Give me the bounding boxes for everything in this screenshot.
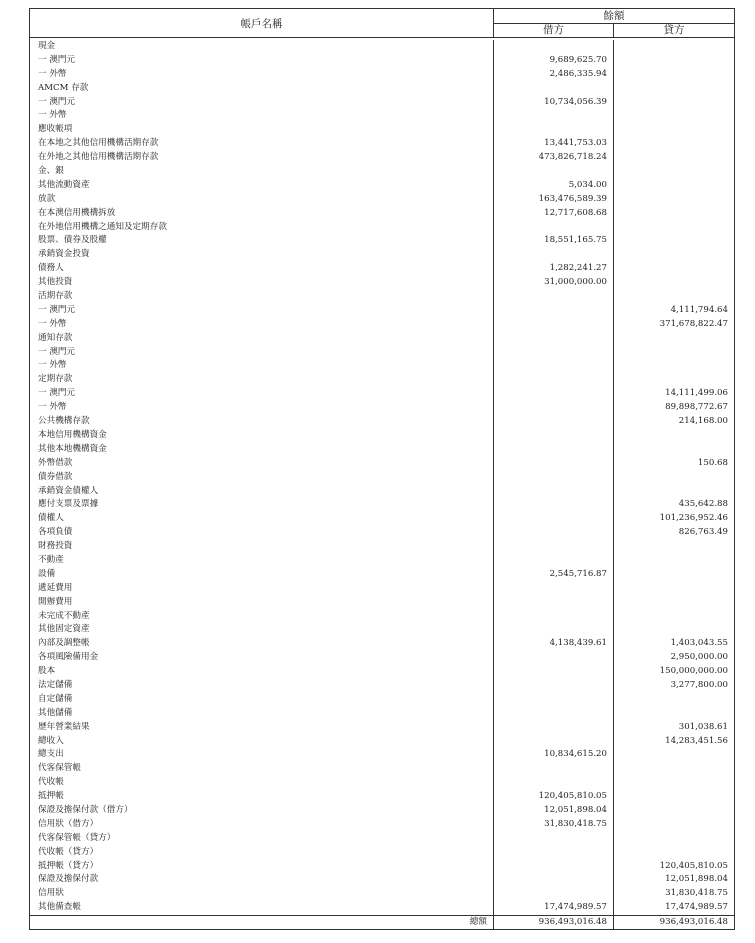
- table-row: [30, 832, 734, 846]
- credit-cell: [614, 804, 734, 818]
- credit-cell: [614, 554, 734, 568]
- account-name-cell: 活期存款: [30, 290, 494, 304]
- table-row: [30, 707, 734, 721]
- credit-cell: 214,168.00: [678, 416, 728, 427]
- debit-cell: [494, 887, 614, 901]
- debit-cell: [494, 846, 614, 860]
- table-row: [30, 221, 734, 235]
- table-row: [30, 109, 734, 123]
- debit-cell: [494, 304, 614, 318]
- credit-cell: [614, 290, 734, 304]
- table-row: [30, 623, 734, 637]
- table-row: [30, 304, 734, 318]
- credit-cell: 2,950,000.00: [670, 652, 728, 663]
- credit-cell: [614, 332, 734, 346]
- debit-cell: [494, 401, 614, 415]
- credit-cell: 14,283,451.56: [665, 735, 728, 746]
- account-name-cell: 一 外幣: [30, 68, 494, 82]
- table-row: [30, 887, 734, 901]
- table-row: [30, 415, 734, 429]
- table-row: [30, 860, 734, 874]
- table-row: [30, 68, 734, 82]
- account-name-cell: 在本地之其他信用機構活期存款: [30, 137, 494, 151]
- debit-cell: 18,551,165.75: [494, 234, 614, 248]
- debit-cell: [494, 443, 614, 457]
- credit-cell: [614, 137, 734, 151]
- credit-cell: 1,403,043.55: [670, 638, 728, 649]
- table-row: [30, 179, 734, 193]
- table-row: [30, 693, 734, 707]
- debit-cell: [494, 860, 614, 874]
- account-name-cell: 一 外幣: [30, 109, 494, 123]
- account-name-cell: 股本: [30, 665, 494, 679]
- table-row: [30, 554, 734, 568]
- table-row: [30, 38, 734, 54]
- credit-cell: [614, 109, 734, 123]
- account-name-cell: 歷年營業結果: [30, 721, 494, 735]
- table-row: [30, 582, 734, 596]
- table-row: [30, 262, 734, 276]
- credit-cell: [614, 373, 734, 387]
- debit-cell: 17,474,989.57: [494, 901, 614, 915]
- debit-cell: [494, 873, 614, 887]
- account-name-cell: 定期存款: [30, 373, 494, 387]
- table-row: [30, 568, 734, 582]
- account-name-cell: 內部及調整帳: [30, 637, 494, 651]
- debit-cell: [494, 665, 614, 679]
- table-row: [30, 846, 734, 860]
- account-name-cell: 其他固定資產: [30, 623, 494, 637]
- debit-cell: [494, 540, 614, 554]
- credit-cell: 150.68: [697, 457, 728, 468]
- credit-cell: 301,038.61: [678, 721, 728, 732]
- account-name-cell: 代客保管帳: [30, 762, 494, 776]
- table-row: [30, 373, 734, 387]
- debit-cell: [494, 123, 614, 137]
- debit-cell: 1,282,241.27: [494, 262, 614, 276]
- account-name-cell: 其他備查帳: [30, 901, 494, 915]
- table-row: [30, 526, 734, 540]
- account-name-cell: 總支出: [30, 748, 494, 762]
- credit-cell: [614, 596, 734, 610]
- debit-cell: 31,000,000.00: [494, 276, 614, 290]
- account-name-cell: 信用狀: [30, 887, 494, 901]
- credit-cell: [614, 790, 734, 804]
- credit-cell: 89,898,772.67: [665, 402, 728, 413]
- account-name-cell: 代收帳: [30, 776, 494, 790]
- debit-cell: [494, 512, 614, 526]
- account-name-header: 帳戶名稱: [30, 9, 494, 37]
- table-row: [30, 165, 734, 179]
- debit-cell: [494, 651, 614, 665]
- debit-cell: [494, 359, 614, 373]
- account-name-cell: 一 澳門元: [30, 304, 494, 318]
- table-row: [30, 721, 734, 735]
- table-row: [30, 234, 734, 248]
- table-row: [30, 610, 734, 624]
- table-row: [30, 193, 734, 207]
- table-row: [30, 748, 734, 762]
- trial-balance-table: [29, 8, 735, 930]
- debit-cell: 10,734,056.39: [494, 96, 614, 110]
- account-name-cell: 開辦費用: [30, 596, 494, 610]
- debit-cell: [494, 554, 614, 568]
- table-header: [30, 9, 734, 38]
- debit-cell: 9,689,625.70: [494, 54, 614, 68]
- table-row: [30, 54, 734, 68]
- debit-cell: [494, 415, 614, 429]
- credit-cell: [614, 276, 734, 290]
- table-row: [30, 443, 734, 457]
- debit-cell: 31,830,418.75: [494, 818, 614, 832]
- credit-cell: [614, 762, 734, 776]
- debit-cell: [494, 832, 614, 846]
- table-row: [30, 123, 734, 137]
- account-name-cell: 承銷資金債權人: [30, 485, 494, 499]
- account-name-cell: 放款: [30, 193, 494, 207]
- credit-cell: [614, 582, 734, 596]
- table-row: [30, 637, 734, 651]
- table-row: [30, 498, 734, 512]
- total-debit: 936,493,016.48: [494, 916, 614, 929]
- table-row: [30, 596, 734, 610]
- credit-cell: [614, 540, 734, 554]
- debit-cell: 2,486,335.94: [494, 68, 614, 82]
- account-name-cell: 在外地信用機構之通知及定期存款: [30, 221, 494, 235]
- credit-cell: [614, 346, 734, 360]
- debit-cell: [494, 318, 614, 332]
- account-name-cell: 遞延費用: [30, 582, 494, 596]
- table-row: [30, 96, 734, 110]
- table-row: [30, 818, 734, 832]
- debit-cell: 10,834,615.20: [494, 748, 614, 762]
- debit-cell: [494, 248, 614, 262]
- account-name-cell: 信用狀（借方）: [30, 818, 494, 832]
- credit-cell: [614, 82, 734, 96]
- credit-cell: 435,642.88: [678, 499, 728, 510]
- account-name-cell: 總收入: [30, 735, 494, 749]
- table-row: [30, 457, 734, 471]
- debit-cell: [494, 679, 614, 693]
- account-name-cell: 一 澳門元: [30, 346, 494, 360]
- credit-header: 貸方: [663, 24, 685, 36]
- account-name-cell: 外幣借款: [30, 457, 494, 471]
- account-name-cell: 法定儲備: [30, 679, 494, 693]
- account-name-cell: 現金: [30, 40, 494, 54]
- credit-cell: [614, 748, 734, 762]
- debit-cell: 163,476,589.39: [494, 193, 614, 207]
- table-row: [30, 82, 734, 96]
- account-name-cell: 其他儲備: [30, 707, 494, 721]
- table-row: [30, 651, 734, 665]
- table-row: [30, 804, 734, 818]
- account-name-cell: 公共機構存款: [30, 415, 494, 429]
- debit-cell: [494, 498, 614, 512]
- credit-cell: [614, 359, 734, 373]
- table-row: [30, 665, 734, 679]
- credit-cell: [614, 96, 734, 110]
- debit-cell: [494, 735, 614, 749]
- table-row: [30, 332, 734, 346]
- account-name-cell: 設備: [30, 568, 494, 582]
- credit-cell: 826,763.49: [678, 527, 728, 538]
- table-row: [30, 401, 734, 415]
- account-name-cell: 代收帳（貸方）: [30, 846, 494, 860]
- credit-cell: 120,405,810.05: [659, 860, 728, 871]
- credit-cell: 101,236,952.46: [659, 513, 728, 524]
- debit-cell: [494, 373, 614, 387]
- account-name-cell: 保證及擔保付款: [30, 873, 494, 887]
- table-row: [30, 873, 734, 887]
- account-name-cell: 各項負債: [30, 526, 494, 540]
- credit-cell: [614, 165, 734, 179]
- total-credit: 936,493,016.48: [659, 917, 728, 928]
- credit-cell: [614, 568, 734, 582]
- credit-cell: [614, 623, 734, 637]
- debit-cell: [494, 82, 614, 96]
- table-row: [30, 387, 734, 401]
- debit-cell: [494, 332, 614, 346]
- account-name-cell: 在外地之其他信用機構活期存款: [30, 151, 494, 165]
- credit-cell: [614, 193, 734, 207]
- account-name-cell: 通知存款: [30, 332, 494, 346]
- credit-cell: 17,474,989.57: [665, 902, 728, 913]
- account-name-cell: 不動產: [30, 554, 494, 568]
- credit-cell: [614, 151, 734, 165]
- account-name-cell: 一 外幣: [30, 318, 494, 332]
- table-row: [30, 276, 734, 290]
- account-name-cell: 未完成不動產: [30, 610, 494, 624]
- debit-cell: [494, 471, 614, 485]
- table-row: [30, 735, 734, 749]
- debit-cell: [494, 387, 614, 401]
- table-row: [30, 790, 734, 804]
- credit-cell: [614, 818, 734, 832]
- credit-cell: [614, 207, 734, 221]
- credit-cell: [614, 234, 734, 248]
- account-name-cell: 抵押帳: [30, 790, 494, 804]
- table-row: [30, 485, 734, 499]
- debit-cell: 473,826,718.24: [494, 151, 614, 165]
- credit-cell: [614, 40, 734, 54]
- credit-cell: 3,277,800.00: [670, 679, 728, 690]
- debit-cell: 12,717,608.68: [494, 207, 614, 221]
- account-name-cell: 其他投資: [30, 276, 494, 290]
- credit-cell: 371,678,822.47: [659, 318, 728, 329]
- debit-cell: [494, 429, 614, 443]
- credit-cell: [614, 248, 734, 262]
- credit-cell: [614, 221, 734, 235]
- credit-cell: [614, 54, 734, 68]
- table-row: [30, 248, 734, 262]
- account-name-cell: 股票、債券及股權: [30, 234, 494, 248]
- debit-cell: [494, 290, 614, 304]
- credit-cell: 4,111,794.64: [670, 304, 728, 315]
- credit-cell: [614, 429, 734, 443]
- account-name-cell: 一 外幣: [30, 401, 494, 415]
- credit-cell: [614, 832, 734, 846]
- table-row: [30, 512, 734, 526]
- debit-cell: [494, 109, 614, 123]
- credit-cell: [614, 846, 734, 860]
- account-name-cell: 其他本地機構資金: [30, 443, 494, 457]
- account-name-cell: 自定儲備: [30, 693, 494, 707]
- credit-cell: [614, 485, 734, 499]
- credit-cell: 12,051,898.04: [665, 874, 728, 885]
- total-row: [30, 915, 734, 929]
- table-body: [30, 38, 734, 915]
- debit-cell: [494, 596, 614, 610]
- debit-cell: [494, 526, 614, 540]
- account-name-cell: 各項風險備用金: [30, 651, 494, 665]
- account-name-cell: 債權人: [30, 512, 494, 526]
- account-name-cell: 保證及擔保付款（借方）: [30, 804, 494, 818]
- credit-cell: [614, 776, 734, 790]
- debit-cell: [494, 623, 614, 637]
- credit-cell: [614, 707, 734, 721]
- account-name-cell: 一 澳門元: [30, 96, 494, 110]
- debit-cell: [494, 776, 614, 790]
- credit-cell: [614, 123, 734, 137]
- debit-cell: [494, 721, 614, 735]
- table-row: [30, 762, 734, 776]
- account-name-cell: 承銷資金投資: [30, 248, 494, 262]
- account-name-cell: 債券借款: [30, 471, 494, 485]
- table-row: [30, 137, 734, 151]
- debit-cell: [494, 762, 614, 776]
- table-row: [30, 679, 734, 693]
- account-name-cell: 在本澳信用機構拆放: [30, 207, 494, 221]
- debit-cell: 120,405,810.05: [494, 790, 614, 804]
- total-label: 總額: [30, 916, 494, 929]
- table-row: [30, 359, 734, 373]
- credit-cell: 14,111,499.06: [665, 388, 728, 399]
- credit-cell: 150,000,000.00: [659, 666, 728, 677]
- debit-cell: [494, 221, 614, 235]
- debit-cell: 2,545,716.87: [494, 568, 614, 582]
- table-row: [30, 429, 734, 443]
- credit-cell: [614, 471, 734, 485]
- table-row: [30, 540, 734, 554]
- debit-cell: [494, 485, 614, 499]
- table-row: [30, 776, 734, 790]
- table-row: [30, 207, 734, 221]
- debit-cell: [494, 165, 614, 179]
- account-name-cell: 其他流動資產: [30, 179, 494, 193]
- debit-cell: 5,034.00: [494, 179, 614, 193]
- credit-cell: [614, 443, 734, 457]
- account-name-cell: 本地信用機構資金: [30, 429, 494, 443]
- debit-cell: [494, 707, 614, 721]
- account-name-cell: 一 澳門元: [30, 387, 494, 401]
- account-name-cell: 一 外幣: [30, 359, 494, 373]
- credit-cell: [614, 262, 734, 276]
- table-row: [30, 346, 734, 360]
- debit-cell: [494, 610, 614, 624]
- balance-header: 餘額: [494, 9, 734, 24]
- debit-cell: 12,051,898.04: [494, 804, 614, 818]
- table-row: [30, 471, 734, 485]
- debit-cell: [494, 693, 614, 707]
- account-name-cell: 代客保管帳（貸方）: [30, 832, 494, 846]
- account-name-cell: 抵押帳（貸方）: [30, 860, 494, 874]
- account-name-cell: 一 澳門元: [30, 54, 494, 68]
- account-name-cell: 債務人: [30, 262, 494, 276]
- account-name-cell: 應收帳項: [30, 123, 494, 137]
- account-name-cell: 金、銀: [30, 165, 494, 179]
- account-name-cell: 應付支票及票據: [30, 498, 494, 512]
- debit-cell: [494, 40, 614, 54]
- debit-cell: 13,441,753.03: [494, 137, 614, 151]
- credit-cell: [614, 179, 734, 193]
- table-row: [30, 901, 734, 915]
- table-row: [30, 151, 734, 165]
- debit-cell: [494, 346, 614, 360]
- account-name-cell: 財務投資: [30, 540, 494, 554]
- table-row: [30, 290, 734, 304]
- credit-cell: [614, 693, 734, 707]
- credit-cell: [614, 610, 734, 624]
- table-row: [30, 318, 734, 332]
- debit-cell: 4,138,439.61: [494, 637, 614, 651]
- credit-cell: [614, 68, 734, 82]
- credit-cell: 31,830,418.75: [665, 888, 728, 899]
- debit-header: 借方: [494, 24, 614, 37]
- account-name-cell: AMCM 存款: [30, 82, 494, 96]
- debit-cell: [494, 582, 614, 596]
- debit-cell: [494, 457, 614, 471]
